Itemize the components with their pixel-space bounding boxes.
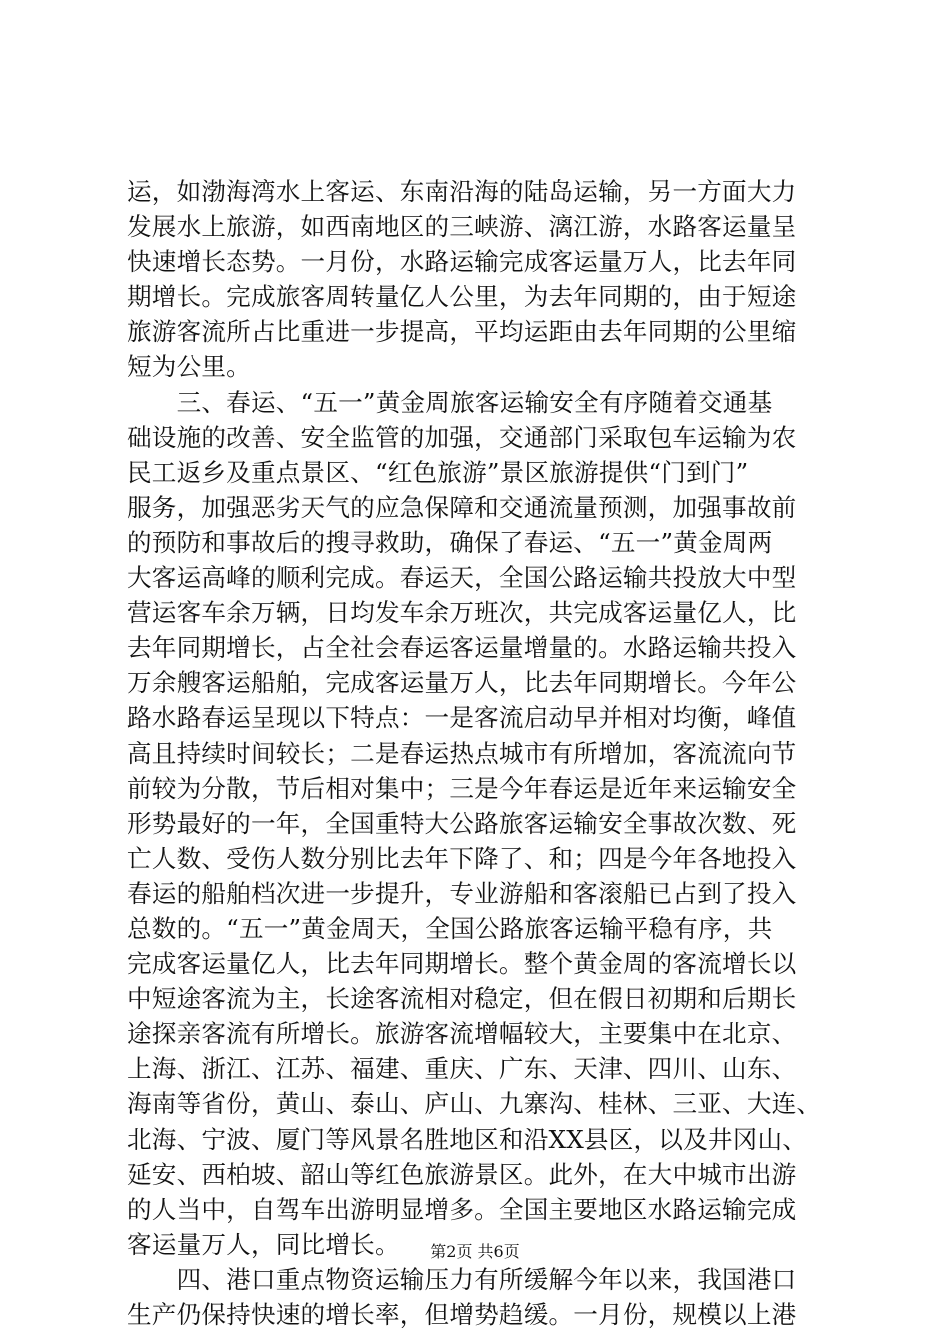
paragraph-1: 运，如渤海湾水上客运、东南沿海的陆岛运输，另一方面大力 发展水上旅游，如西南地区的三峡游、漓江游，水路客运量呈 快速增长态势。一月份，水路运输完成客运量万人，比去年同 期增长。完成旅客周转量亿人公里，为去年同期的，由于短途 旅游客流所占比重进一步提高，平均运距由去年同期的公里缩 短为公里。: [127, 177, 797, 382]
page-footer: 第2页 共6页: [430, 1242, 520, 1261]
body-text: [127, 174, 832, 1332]
paragraph-3: 四、港口重点物资运输压力有所缓解今年以来，我国港口 生产仍保持快速的增长率，但增势趋缓。一月份，规模以上港: [127, 1264, 797, 1329]
paragraph-2: 三、春运、“五一”黄金周旅客运输安全有序随着交通基 础设施的改善、安全监管的加强，交通部门采取包车运输为农 民工返乡及重点景区、“红色旅游”景区旅游提供“门到门” 服务，加强恶劣天气的应急保障和交通流量预测，加强事故前 的预防和事故后的搜寻救助，确保了春运、“五一”黄金周两 大客运高峰的顺利完成。春运天，全国公路运输共投放大中型 营运客车余万辆，日均发车余万班次，共完成客运量亿人，比 去年同期增长，占全社会春运客运量增量的。水路运输共投入 万余艘客运船舶，完成客运量万人，比去年同期增长。今年公 路水路春运呈现以下特点：一是客流启动早并相对均衡，峰值 高且持续时间较长；二是春运热点城市有所增加，客流流向节 前较为分散，节后相对集中；三是今年春运是近年来运输安全 形势最好的一年，全国重特大公路旅客运输安全事故次数、死 亡人数、受伤人数分别比去年下降了、和；四是今年各地投入 春运的船舶档次进一步提升，专业游船和客滚船已占到了投入 总数的。“五一”黄金周天，全国公路旅客运输平稳有序，共 完成客运量亿人，比去年同期增长。整个黄金周的客流增长以 中短途客流为主，长途客流相对稳定，但在假日初期和后期长 途探亲客流有所增长。旅游客流增幅较大，主要集中在北京、 上海、浙江、江苏、福建、重庆、广东、天津、四川、山东、 海南等省份，黄山、泰山、庐山、九寨沟、桂林、三亚、大连、 北海、宁波、厦门等风景名胜地区和沿XX县区，以及井冈山、 延安、西柏坡、韶山等红色旅游景区。此外，在大中城市出游 的人当中，自驾车出游明显增多。全国主要地区水路运输完成 客运量万人，同比增长。: [127, 387, 822, 1259]
